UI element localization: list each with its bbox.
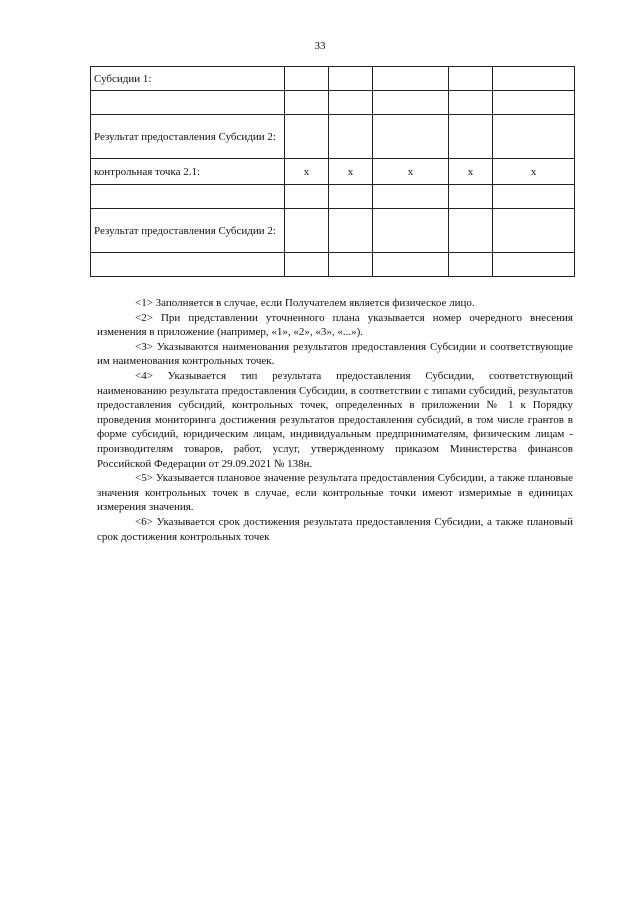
table-cell: [493, 67, 575, 91]
table-cell: [373, 67, 449, 91]
table-cell: [449, 209, 493, 253]
results-table-body: [91, 67, 575, 277]
table-cell: [449, 115, 493, 159]
table-cell: [493, 185, 575, 209]
table-cell: x: [373, 159, 449, 185]
row-label: Субсидии 1:: [91, 67, 285, 91]
footnote-4: <4> Указывается тип результата предоставления Субсидии, соответствующий наименованию результата предоставления Субсидии, в соответствии с типами субсидий, результатов предоставления субсидий, контрольных точек, определенных в приложении № 1 к Порядку проведения мониторинга достижения результатов предоставления субсидий, в том числе грантов в форме субсидий, юридическим лицам, индивидуальным предпринимателям, физическим лицам - производителям товаров, работ, услуг, утвержденному приказом Министерства финансов Российской Федерации от 29.09.2021 № 138н.: [97, 369, 573, 470]
footnote-5: <5> Указывается плановое значение результата предоставления Субсидии, а также плановые значения контрольных точек в случае, если контрольные точки имеют измеримые в единицах измерения значения.: [97, 472, 573, 514]
table-cell: [285, 67, 329, 91]
table-cell: [449, 91, 493, 115]
row-label: [91, 91, 285, 115]
table-cell: [449, 253, 493, 277]
results-table: [90, 66, 575, 277]
table-cell: [373, 91, 449, 115]
page-number: 33: [314, 40, 326, 52]
table-cell: [373, 115, 449, 159]
table-cell: [329, 253, 373, 277]
table-cell: [373, 185, 449, 209]
table-cell: x: [449, 159, 493, 185]
row-label: Результат предоставления Субсидии 2:: [91, 209, 285, 253]
table-cell: [285, 115, 329, 159]
footnote-3: <3> Указываются наименования результатов предоставления Субсидии и соответствующие им наименования контрольных точек.: [97, 340, 573, 368]
table-cell: [449, 185, 493, 209]
table-row: [91, 185, 575, 209]
footnote-2: <2> При представлении уточненного плана указывается номер очередного внесения изменения в приложение (например, «1», «2», «3», «...»).: [97, 311, 573, 339]
table-row: [91, 91, 575, 115]
table-cell: [373, 253, 449, 277]
table-cell: [329, 91, 373, 115]
table-cell: x: [329, 159, 373, 185]
footnote-1: <1> Заполняется в случае, если Получателем является физическое лицо.: [135, 297, 475, 309]
row-label: [91, 253, 285, 277]
table-cell: [449, 67, 493, 91]
row-label: [91, 185, 285, 209]
table-row: [91, 253, 575, 277]
table-cell: [285, 91, 329, 115]
table-row: [91, 115, 575, 159]
table-cell: x: [285, 159, 329, 185]
table-row: [91, 209, 575, 253]
row-label: Результат предоставления Субсидии 2:: [91, 115, 285, 159]
table-cell: [329, 185, 373, 209]
table-cell: [493, 115, 575, 159]
table-cell: [373, 209, 449, 253]
table-cell: x: [493, 159, 575, 185]
table-cell: [285, 185, 329, 209]
table-cell: [493, 253, 575, 277]
row-label: контрольная точка 2.1:: [91, 159, 285, 185]
table-row: [91, 67, 575, 91]
table-cell: [285, 253, 329, 277]
table-row: [91, 159, 575, 185]
table-cell: [329, 67, 373, 91]
footnotes: [97, 296, 573, 544]
table-cell: [285, 209, 329, 253]
table-cell: [493, 209, 575, 253]
footnote-6: <6> Указывается срок достижения результата предоставления Субсидии, а также плановый срок достижения контрольных точек: [97, 515, 573, 543]
table-cell: [329, 115, 373, 159]
table-cell: [493, 91, 575, 115]
table-cell: [329, 209, 373, 253]
